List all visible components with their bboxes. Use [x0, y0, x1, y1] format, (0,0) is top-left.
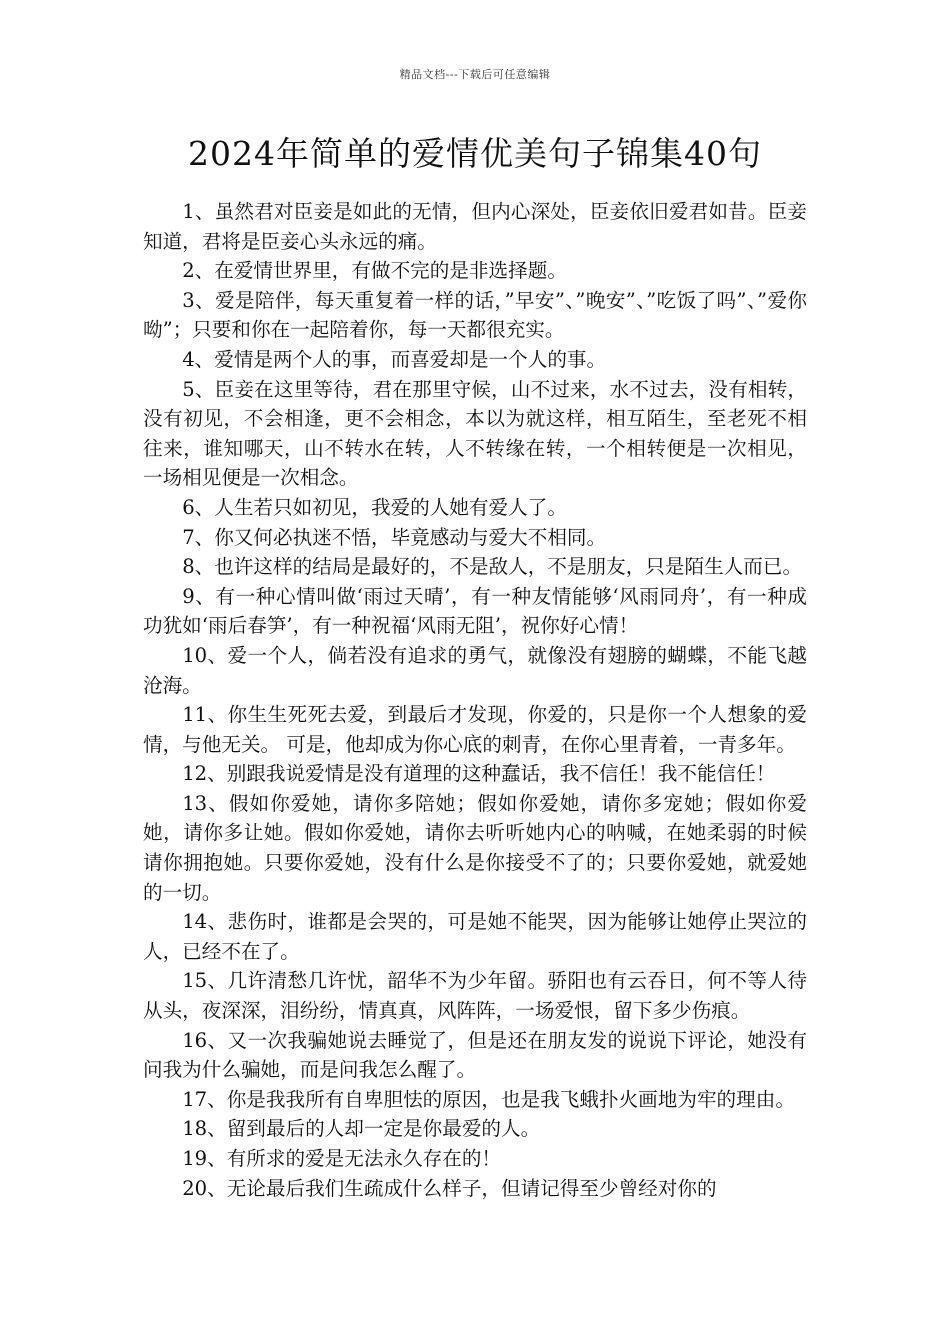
- paragraph-6: 6、人生若只如初见，我爱的人她有爱人了。: [182, 495, 567, 519]
- paragraph-2: 2、在爱情世界里，有做不完的是非选择题。: [182, 259, 567, 283]
- paragraph-15: 15、几许清愁几许忧，韶华不为少年留。骄阳也有云吞日，何不等人待从头，夜深深，泪纷纷，情真真，风阵阵，一场爱恨，留下多少伤痕。: [143, 969, 807, 1023]
- header-note: 精品文档---下载后可任意编辑: [399, 68, 551, 81]
- paragraph-7: 7、你又何必执迷不悟，毕竟感动与爱大不相同。: [182, 525, 607, 549]
- page-title: 2024年简单的爱情优美句子锦集40句: [188, 134, 762, 173]
- paragraph-4: 4、爱情是两个人的事，而喜爱却是一个人的事。: [182, 347, 607, 371]
- document-body: [143, 197, 807, 1203]
- paragraph-8: 8、也许这样的结局是最好的，不是敌人，不是朋友，只是陌生人而已。: [182, 555, 803, 579]
- paragraph-3: 3、爱是陪伴，每天重复着一样的话，”早安”、”晚安”、”吃饭了吗”、”爱你呦”；只要和你在一起陪着你，每一天都很充实。: [143, 288, 807, 342]
- paragraph-9: 9、有一种心情叫做‘雨过天晴’，有一种友情能够‘风雨同舟’，有一种成功犹如‘雨后春笋’，有一种祝福‘风雨无阻’，祝你好心情！: [143, 584, 807, 638]
- paragraph-1: 1、虽然君对臣妾是如此的无情，但内心深处，臣妾依旧爱君如昔。臣妾知道，君将是臣妾心头永远的痛。: [143, 200, 807, 253]
- paragraph-14: 14、悲伤时，谁都是会哭的，可是她不能哭，因为能够让她停止哭泣的人，已经不在了。: [143, 910, 807, 963]
- paragraph-18: 18、留到最后的人却一定是你最爱的人。: [182, 1117, 541, 1141]
- paragraph-13: 13、假如你爱她，请你多陪她；假如你爱她，请你多宠她；假如你爱她，请你多让她。假如你爱她，请你去听听她内心的呐喊，在她柔弱的时候请你拥抱她。只要你爱她，没有什么是你接受不了的；只要你爱她，就爱她的一切。: [143, 791, 807, 904]
- paragraph-20: 20、无论最后我们生疏成什么样子，但请记得至少曾经对你的: [182, 1176, 717, 1200]
- paragraph-11: 11、你生生死死去爱，到最后才发现，你爱的，只是你一个人想象的爱情，与他无关。 可是，他却成为你心底的刺青，在你心里青着，一青多年。: [143, 703, 807, 756]
- paragraph-10: 10、爱一个人，倘若没有追求的勇气，就像没有翅膀的蝴蝶，不能飞越沧海。: [143, 643, 807, 697]
- paragraph-12: 12、别跟我说爱情是没有道理的这种蠢话，我不信任！我不能信任！: [182, 762, 776, 786]
- paragraph-5: 5、臣妾在这里等待，君在那里守候，山不过来，水不过去，没有相转，没有初见，不会相逢，更不会相念，本以为就这样，相互陌生，至老死不相往来，谁知哪天，山不转水在转，人不转缘在转，一个相转便是一次相见，一场相见便是一次相念。: [143, 377, 807, 490]
- paragraph-17: 17、你是我我所有自卑胆怯的原因，也是我飞蛾扑火画地为牢的理由。: [182, 1087, 795, 1111]
- paragraph-19: 19、有所求的爱是无法永久存在的！: [182, 1147, 502, 1170]
- paragraph-16: 16、又一次我骗她说去睡觉了，但是还在朋友发的说说下评论，她没有问我为什么骗她，而是问我怎么醒了。: [143, 1028, 807, 1082]
